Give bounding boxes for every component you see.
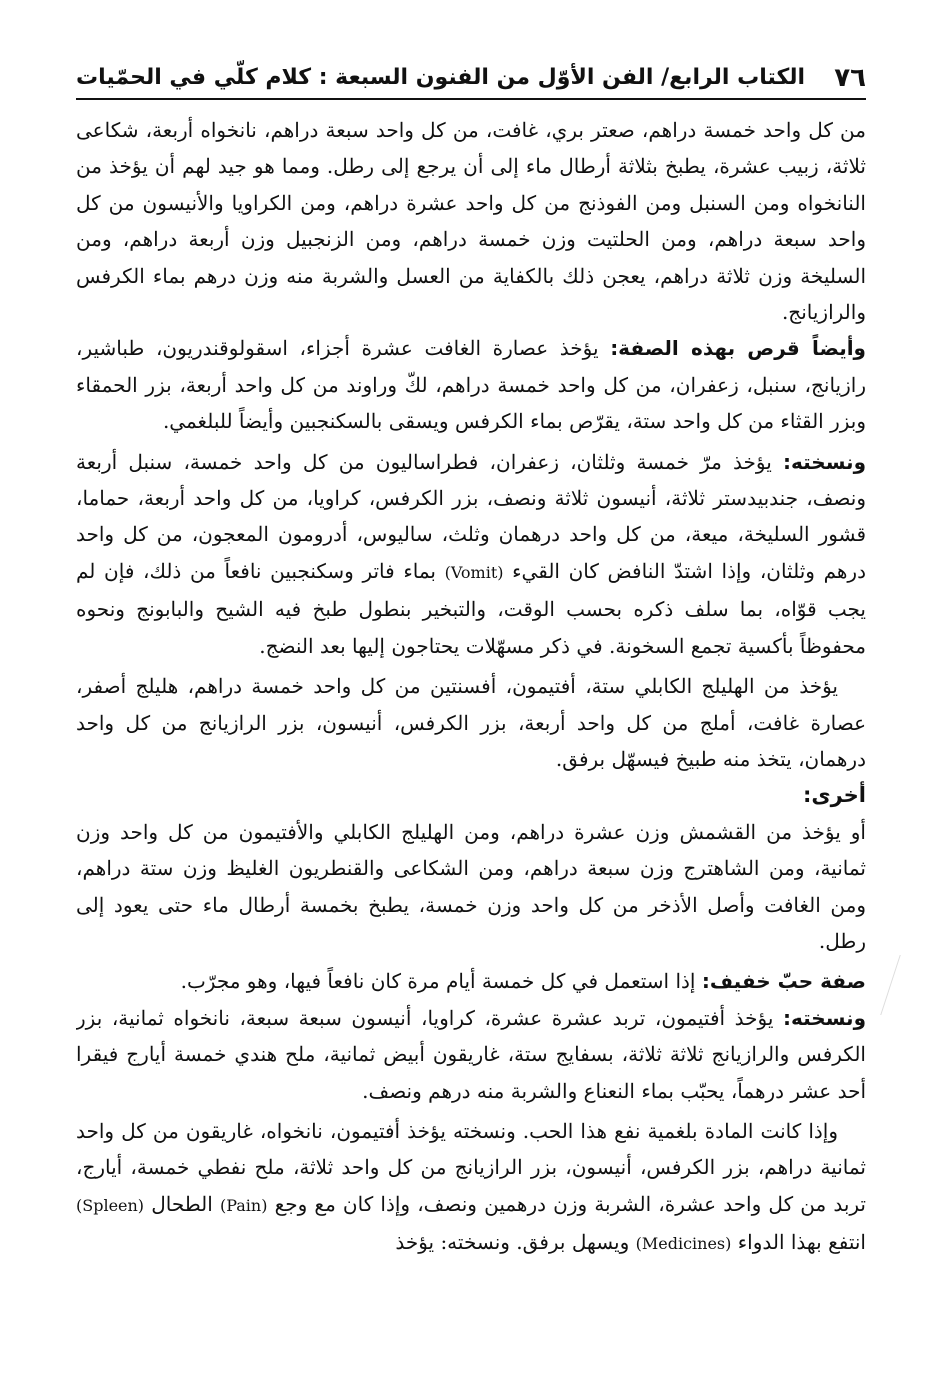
paragraph-text: إذا استعمل في كل خمسة أيام مرة كان نافعاً فيها، وهو مجرّب. <box>180 969 702 994</box>
page-number: ٧٦ <box>834 63 866 93</box>
paragraph-text: يؤخذ مرّ خمسة وثلثان، زعفران، فطراساليون من كل واحد خمسة، سنبل أربعة ونصف، جندبيدستر ثلاثة، أنيسون ثلاثة ونصف، بزر الكرفس، كراويا، من كل واحد أربعة، حماما، قشور السليخة، ميعة، من كل واحد درهمان وثلث، ساليوس، أدرومون المعجون، من كل واحد درهم وثلثان، وإذا اشتدّ النافض كان القيء <box>76 449 866 583</box>
text-body <box>76 112 866 1372</box>
paragraph-text: يؤخذ من الهليلج الكابلي ستة، أفتيمون، أفسنتين من كل واحد خمسة دراهم، هليلج أصفر، عصارة غافت، أملج من كل واحد أربعة، بزر الكرفس، أنيسون، بزر الرازيانج من كل واحد درهمان، يتخذ منه طبيخ فيسهّل برفق. <box>76 674 866 771</box>
paragraph-text: أو يؤخذ من القشمش وزن عشرة دراهم، ومن الهليلج الكابلي والأفتيمون من كل واحد وزن ثمانية، ومن الشاهترج وزن سبعة دراهم، ومن الشكاعى والقنطريون الغليظ وزن ستة دراهم، ومن الغافت وأصل الأذخر من كل واحد وزن خمسة، يطبخ بخمسة أرطال ماء حتى يعود إلى رطل. <box>76 819 866 953</box>
paragraph-text: من كل واحد خمسة دراهم، صعتر بري، غافت، من كل واحد سبعة دراهم، نانخواه أربعة، شكاعى ثلاثة، زبيب عشرة، يطبخ بثلاثة أرطال ماء إلى أن يرجع إلى رطل. ومما هو جيد لهم أن يؤخذ من النانخواه ومن السنبل ومن الفوذنج من كل واحد عشرة دراهم، ومن الكراويا والأنيسون من كل واحد سبعة دراهم، ومن الحلتيت وزن خمسة دراهم، ومن الزنجبيل وزن أربعة دراهم، ومن السليخة وزن ثلاثة دراهم، يعجن ذلك بالكفاية من العسل والشربة منه وزن درهم بماء الكرفس والرازيانج. <box>76 118 866 325</box>
running-head-title: الكتاب الرابع/ الفن الأوّل من الفنون السبعة : كلام كلّي في الحمّيات <box>76 65 806 90</box>
paragraph-text: يؤخذ أفتيمون، تربد عشرة عشرة، كراويا، أنيسون سبعة سبعة، نانخواه ثمانية، بزر الكرفس والرازيانج ثلاثة ثلاثة، بسفايج ستة، غاريقون أبيض ثمانية، ملح هندي خمسة أيارج فيقرا أحد عشر درهماً، يحبّب بماء النعناع والشربة منه درهم ونصف. <box>76 1005 866 1103</box>
paragraph-text: وإذا كانت المادة بلغمية نفع هذا الحب. ونسخته يؤخذ أفتيمون، نانخواه، غاريقون من كل واحد ثمانية دراهم، بزر الكرفس، أنيسون، بزر الرازيانج من كل واحد ثلاثة، ملح نفطي خمسة، أيارج، تربد من كل واحد عشرة، الشربة وزن درهمين ونصف، وإذا كان مع وجع <box>76 1118 866 1216</box>
paragraph-lead: ونسخته: <box>783 1005 866 1030</box>
latin-term: (Pain) <box>219 1195 268 1215</box>
latin-term: (Medicines) <box>635 1234 732 1254</box>
paragraph-3 <box>76 444 866 664</box>
paragraph-8 <box>76 1113 866 1263</box>
paragraph-5 <box>76 814 866 960</box>
section-heading: أخرى: <box>802 783 866 808</box>
latin-term: (Vomit) <box>444 562 504 582</box>
paragraph-lead: صفة حبّ خفيف: <box>701 969 866 994</box>
paragraph-6 <box>76 963 866 999</box>
paragraph-7 <box>76 1000 866 1109</box>
paragraph-text-cont: انتفع بهذا الدواء <box>731 1230 866 1255</box>
paragraph-2 <box>76 330 866 439</box>
paragraph-text-cont: ويسهل برفق. ونسخته: يؤخذ <box>395 1230 636 1255</box>
paragraph-lead: وأيضاً قرص بهذه الصفة: <box>610 336 866 361</box>
header-rule <box>76 98 866 100</box>
paragraph-4 <box>76 668 866 777</box>
paragraph-lead: ونسخته: <box>783 449 866 474</box>
paragraph-text-cont: بماء فاتر وسكنجبين نافعاً من ذلك، فإن لم يجب قوّاه، بما سلف ذكره بحسب الوقت، والتبخير بنطول طبخ فيه الشيح والبابونج ونحوه محفوظاً بأكسية تجمع السخونة. في ذكر مسهّلات يحتاجون إليها بعد النضج. <box>76 558 866 658</box>
running-head <box>76 62 866 94</box>
paragraph-text: يؤخذ عصارة الغافت عشرة أجزاء، اسقولوقندريون، طباشير، رازيانج، سنبل، زعفران، من كل واحد خمسة دراهم، لكّ وراوند من كل واحد أربعة، بزر الحمقاء وبزر القثاء من كل واحد ستة، يقرّص بماء الكرفس ويسقى بالسكنجبين وأيضاً للبلغمي. <box>76 336 866 434</box>
margin-pencil-mark <box>860 955 900 1015</box>
latin-term: (Spleen) <box>76 1195 145 1215</box>
paragraph-text-cont: الطحال <box>144 1191 220 1216</box>
paragraph-1 <box>76 112 866 330</box>
